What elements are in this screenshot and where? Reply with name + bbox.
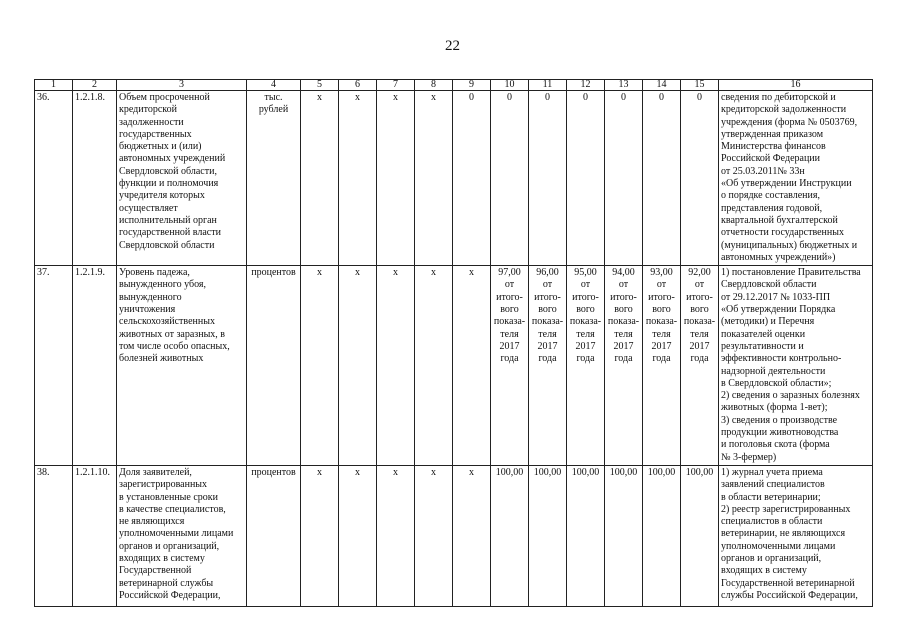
column-number: 13: [605, 80, 643, 91]
value-cell: х: [377, 266, 415, 466]
value-cell: х: [415, 465, 453, 606]
column-number: 8: [415, 80, 453, 91]
value-cell: х: [301, 465, 339, 606]
value-cell: 0: [529, 91, 567, 266]
value-cell: 0: [491, 91, 529, 266]
value-cell: 100,00: [681, 465, 719, 606]
table-row: [35, 266, 873, 466]
value-cell: х: [377, 91, 415, 266]
column-number-row: [35, 80, 873, 91]
indicator-name: Уровень падежа, вынужденного убоя, вынужденного уничтожения сельскохозяйственных животных от заразных, в том числе особо опасных, болезней животных: [117, 266, 247, 466]
row-number: 37.: [35, 266, 73, 466]
column-number: 12: [567, 80, 605, 91]
indicator-code: 1.2.1.8.: [73, 91, 117, 266]
unit-cell: тыс. рублей: [247, 91, 301, 266]
row-number: 36.: [35, 91, 73, 266]
value-cell: 100,00: [567, 465, 605, 606]
value-cell: 96,00 от итого- вого показа- теля 2017 года: [529, 266, 567, 466]
value-cell: 92,00 от итого- вого показа- теля 2017 года: [681, 266, 719, 466]
value-cell: 100,00: [643, 465, 681, 606]
value-cell: х: [301, 91, 339, 266]
value-cell: х: [415, 91, 453, 266]
value-cell: 100,00: [491, 465, 529, 606]
column-number: 4: [247, 80, 301, 91]
value-cell: 97,00 от итого- вого показа- теля 2017 года: [491, 266, 529, 466]
value-cell: 93,00 от итого- вого показа- теля 2017 года: [643, 266, 681, 466]
column-number: 2: [73, 80, 117, 91]
column-number: 11: [529, 80, 567, 91]
value-cell: х: [339, 266, 377, 466]
column-number: 14: [643, 80, 681, 91]
value-cell: 0: [453, 91, 491, 266]
value-cell: х: [453, 266, 491, 466]
value-cell: 0: [605, 91, 643, 266]
unit-cell: процентов: [247, 465, 301, 606]
value-cell: х: [339, 465, 377, 606]
value-cell: х: [415, 266, 453, 466]
column-number: 16: [719, 80, 873, 91]
indicator-code: 1.2.1.10.: [73, 465, 117, 606]
source-cell: 1) постановление Правительства Свердловской области от 29.12.2017 № 1033-ПП «Об утверждении Порядка (методики) и Перечня показателей оценки результативности и эффективности контрольно- надзорной деятельности в Свердловской области»; 2) сведения о заразных болезнях животных (форма 1-вет); 3) сведения о производстве продукции животноводства и поголовья скота (форма № 3-фермер): [719, 266, 873, 466]
column-number: 10: [491, 80, 529, 91]
column-number: 15: [681, 80, 719, 91]
column-number: 1: [35, 80, 73, 91]
unit-cell: процентов: [247, 266, 301, 466]
indicator-code: 1.2.1.9.: [73, 266, 117, 466]
column-number: 3: [117, 80, 247, 91]
value-cell: х: [339, 91, 377, 266]
column-number: 5: [301, 80, 339, 91]
value-cell: 0: [643, 91, 681, 266]
table-row: [35, 91, 873, 266]
value-cell: 95,00 от итого- вого показа- теля 2017 года: [567, 266, 605, 466]
indicator-name: Доля заявителей, зарегистрированных в установленные сроки в качестве специалистов, не являющихся уполномоченными лицами органов и организаций, входящих в систему Государственной ветеринарной службы Российской Федерации,: [117, 465, 247, 606]
value-cell: 94,00 от итого- вого показа- теля 2017 года: [605, 266, 643, 466]
indicator-name: Объем просроченной кредиторской задолженности государственных бюджетных и (или) автономных учреждений Свердловской области, функции и полномочия учредителя которых осуществляет исполнительный орган государственной власти Свердловской области: [117, 91, 247, 266]
value-cell: 0: [567, 91, 605, 266]
column-number: 9: [453, 80, 491, 91]
source-cell: сведения по дебиторской и кредиторской задолженности учреждения (форма № 0503769, утвержденная приказом Министерства финансов Российской Федерации от 25.03.2011№ 33н «Об утверждении Инструкции о порядке составления, представления годовой, квартальной бухгалтерской отчетности государственных (муниципальных) бюджетных и автономных учреждений»): [719, 91, 873, 266]
row-number: 38.: [35, 465, 73, 606]
value-cell: х: [377, 465, 415, 606]
value-cell: 0: [681, 91, 719, 266]
page-number: 22: [445, 38, 460, 54]
column-number: 6: [339, 80, 377, 91]
value-cell: 100,00: [605, 465, 643, 606]
indicators-table: [34, 79, 873, 607]
source-cell: 1) журнал учета приема заявлений специалистов в области ветеринарии; 2) реестр зарегистрированных специалистов в области ветеринарии, не являющихся уполномоченными лицами органов и организаций, входящих в систему Государственной ветеринарной службы Российской Федерации,: [719, 465, 873, 606]
value-cell: х: [301, 266, 339, 466]
table-row: [35, 465, 873, 606]
value-cell: х: [453, 465, 491, 606]
value-cell: 100,00: [529, 465, 567, 606]
column-number: 7: [377, 80, 415, 91]
